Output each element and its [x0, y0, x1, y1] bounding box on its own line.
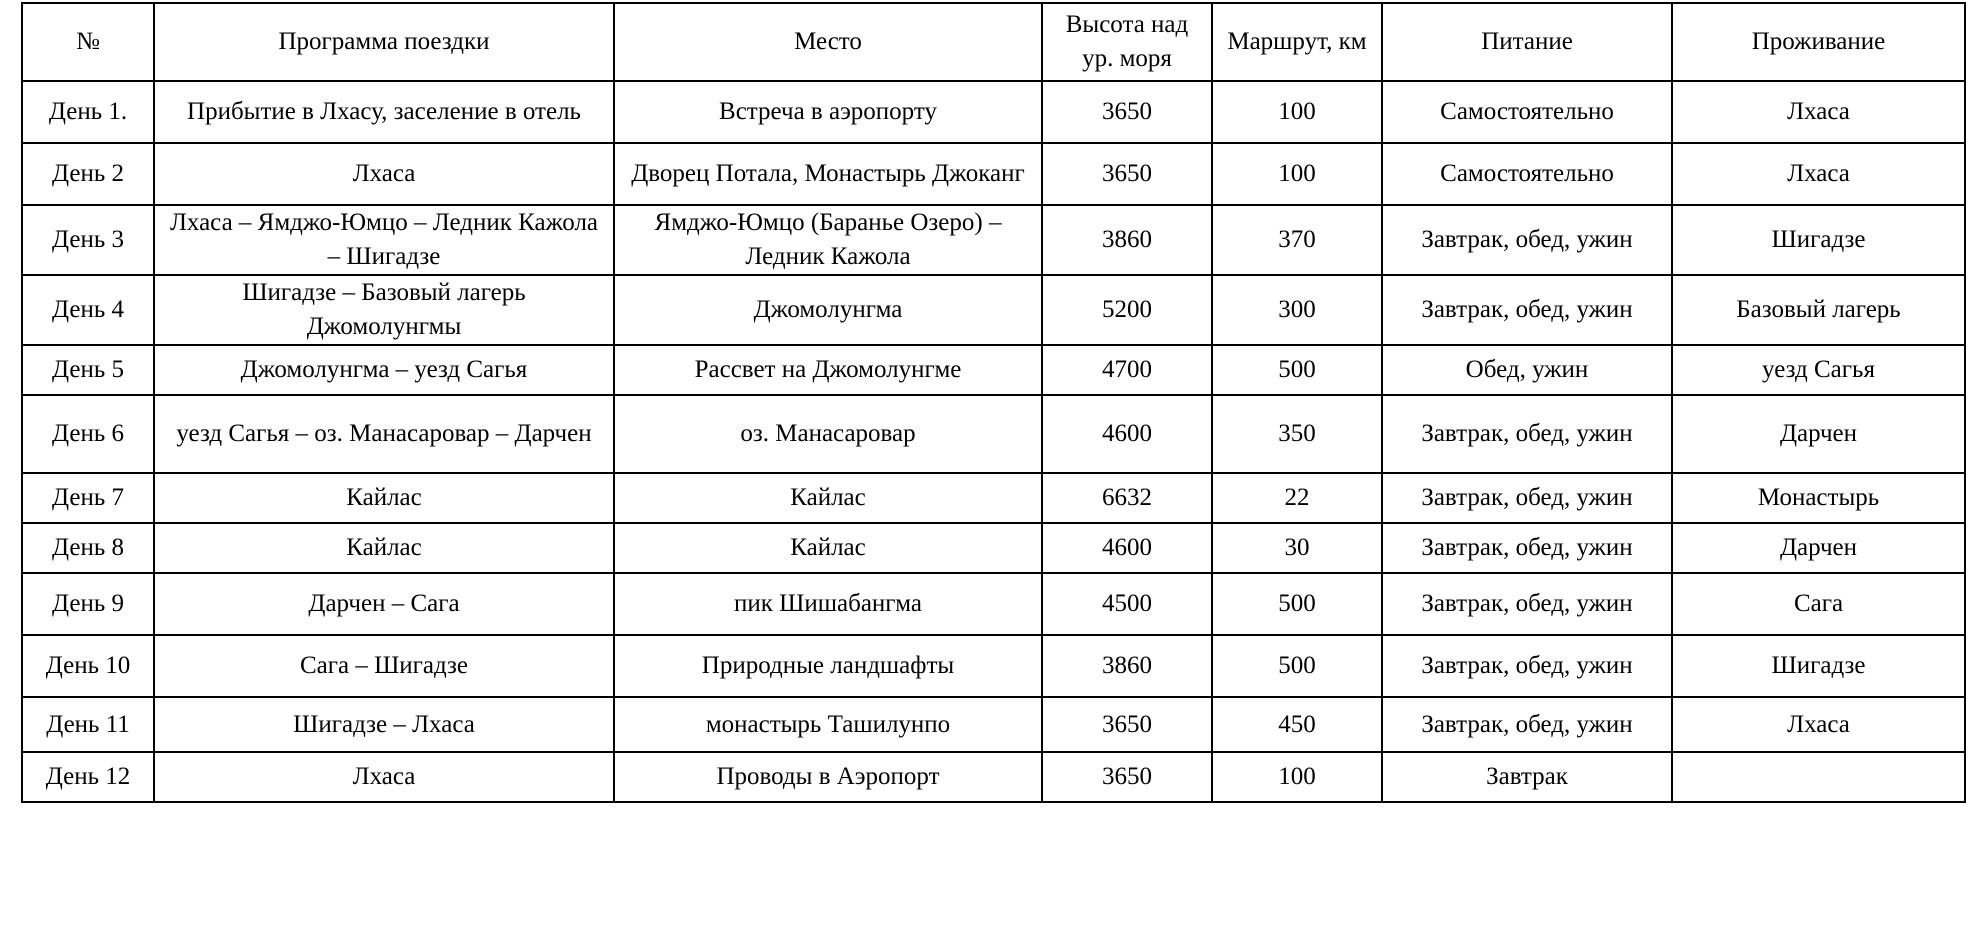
cell-altitude: 3650 — [1042, 81, 1212, 143]
cell-meals: Самостоятельно — [1382, 143, 1672, 205]
cell-place: Кайлас — [614, 473, 1042, 523]
cell-altitude: 4500 — [1042, 573, 1212, 635]
cell-route: 500 — [1212, 635, 1382, 697]
cell-day: День 4 — [22, 275, 154, 345]
cell-route: 30 — [1212, 523, 1382, 573]
cell-altitude: 3650 — [1042, 697, 1212, 752]
cell-altitude: 3860 — [1042, 635, 1212, 697]
cell-altitude: 4600 — [1042, 395, 1212, 473]
cell-program: Сага – Шигадзе — [154, 635, 614, 697]
cell-program: Шигадзе – Базовый лагерь Джомолунгмы — [154, 275, 614, 345]
cell-altitude: 4600 — [1042, 523, 1212, 573]
cell-altitude: 3650 — [1042, 752, 1212, 802]
cell-place: монастырь Ташилунпо — [614, 697, 1042, 752]
cell-lodging: Лхаса — [1672, 81, 1965, 143]
cell-place: Рассвет на Джомолунгме — [614, 345, 1042, 395]
cell-place: Ямджо-Юмцо (Баранье Озеро) – Ледник Кажола — [614, 205, 1042, 275]
cell-day: День 9 — [22, 573, 154, 635]
cell-place: Природные ландшафты — [614, 635, 1042, 697]
table-row — [22, 143, 1965, 205]
table-row — [22, 635, 1965, 697]
table-row — [22, 81, 1965, 143]
cell-program: Лхаса — [154, 143, 614, 205]
table-row — [22, 752, 1965, 802]
cell-altitude: 3860 — [1042, 205, 1212, 275]
cell-lodging: Сага — [1672, 573, 1965, 635]
cell-lodging — [1672, 752, 1965, 802]
header-num: № — [22, 3, 154, 81]
cell-route: 500 — [1212, 573, 1382, 635]
table-row — [22, 345, 1965, 395]
cell-program: Лхаса — [154, 752, 614, 802]
cell-route: 370 — [1212, 205, 1382, 275]
header-route: Маршрут, км — [1212, 3, 1382, 81]
table-row — [22, 523, 1965, 573]
header-row — [22, 3, 1965, 81]
cell-meals: Завтрак, обед, ужин — [1382, 275, 1672, 345]
cell-lodging: Шигадзе — [1672, 635, 1965, 697]
cell-day: День 3 — [22, 205, 154, 275]
cell-program: Джомолунгма – уезд Сагья — [154, 345, 614, 395]
cell-lodging: уезд Сагья — [1672, 345, 1965, 395]
cell-place: Встреча в аэропорту — [614, 81, 1042, 143]
cell-place: Проводы в Аэропорт — [614, 752, 1042, 802]
cell-place: оз. Манасаровар — [614, 395, 1042, 473]
cell-program: Кайлас — [154, 473, 614, 523]
cell-program: Дарчен – Сага — [154, 573, 614, 635]
table-row — [22, 697, 1965, 752]
cell-altitude: 6632 — [1042, 473, 1212, 523]
table-row — [22, 205, 1965, 275]
cell-meals: Завтрак, обед, ужин — [1382, 573, 1672, 635]
cell-meals: Завтрак, обед, ужин — [1382, 473, 1672, 523]
cell-day: День 5 — [22, 345, 154, 395]
cell-route: 100 — [1212, 81, 1382, 143]
cell-place: Джомолунгма — [614, 275, 1042, 345]
table-row — [22, 275, 1965, 345]
cell-day: День 1. — [22, 81, 154, 143]
cell-lodging: Базовый лагерь — [1672, 275, 1965, 345]
cell-program: уезд Сагья – оз. Манасаровар – Дарчен — [154, 395, 614, 473]
cell-place: Кайлас — [614, 523, 1042, 573]
cell-day: День 10 — [22, 635, 154, 697]
cell-altitude: 4700 — [1042, 345, 1212, 395]
cell-meals: Завтрак, обед, ужин — [1382, 205, 1672, 275]
cell-lodging: Лхаса — [1672, 143, 1965, 205]
cell-lodging: Шигадзе — [1672, 205, 1965, 275]
header-lodging: Проживание — [1672, 3, 1965, 81]
header-meals: Питание — [1382, 3, 1672, 81]
cell-day: День 2 — [22, 143, 154, 205]
cell-program: Шигадзе – Лхаса — [154, 697, 614, 752]
cell-lodging: Монастырь — [1672, 473, 1965, 523]
cell-route: 350 — [1212, 395, 1382, 473]
header-program: Программа поездки — [154, 3, 614, 81]
header-altitude: Высота над ур. моря — [1042, 3, 1212, 81]
cell-day: День 8 — [22, 523, 154, 573]
cell-place: Дворец Потала, Монастырь Джоканг — [614, 143, 1042, 205]
cell-route: 22 — [1212, 473, 1382, 523]
cell-route: 500 — [1212, 345, 1382, 395]
cell-place: пик Шишабангма — [614, 573, 1042, 635]
cell-day: День 11 — [22, 697, 154, 752]
cell-altitude: 3650 — [1042, 143, 1212, 205]
cell-route: 100 — [1212, 752, 1382, 802]
cell-route: 300 — [1212, 275, 1382, 345]
cell-day: День 12 — [22, 752, 154, 802]
cell-day: День 7 — [22, 473, 154, 523]
cell-meals: Завтрак, обед, ужин — [1382, 697, 1672, 752]
cell-lodging: Дарчен — [1672, 395, 1965, 473]
cell-meals: Самостоятельно — [1382, 81, 1672, 143]
cell-lodging: Дарчен — [1672, 523, 1965, 573]
cell-program: Лхаса – Ямджо-Юмцо – Ледник Кажола – Шигадзе — [154, 205, 614, 275]
cell-meals: Завтрак, обед, ужин — [1382, 395, 1672, 473]
table-row — [22, 473, 1965, 523]
table-row — [22, 395, 1965, 473]
cell-meals: Обед, ужин — [1382, 345, 1672, 395]
cell-day: День 6 — [22, 395, 154, 473]
table-row — [22, 573, 1965, 635]
cell-altitude: 5200 — [1042, 275, 1212, 345]
itinerary-table — [21, 2, 1966, 803]
cell-route: 100 — [1212, 143, 1382, 205]
cell-meals: Завтрак, обед, ужин — [1382, 523, 1672, 573]
cell-meals: Завтрак — [1382, 752, 1672, 802]
cell-meals: Завтрак, обед, ужин — [1382, 635, 1672, 697]
header-place: Место — [614, 3, 1042, 81]
cell-route: 450 — [1212, 697, 1382, 752]
cell-program: Прибытие в Лхасу, заселение в отель — [154, 81, 614, 143]
cell-lodging: Лхаса — [1672, 697, 1965, 752]
cell-program: Кайлас — [154, 523, 614, 573]
